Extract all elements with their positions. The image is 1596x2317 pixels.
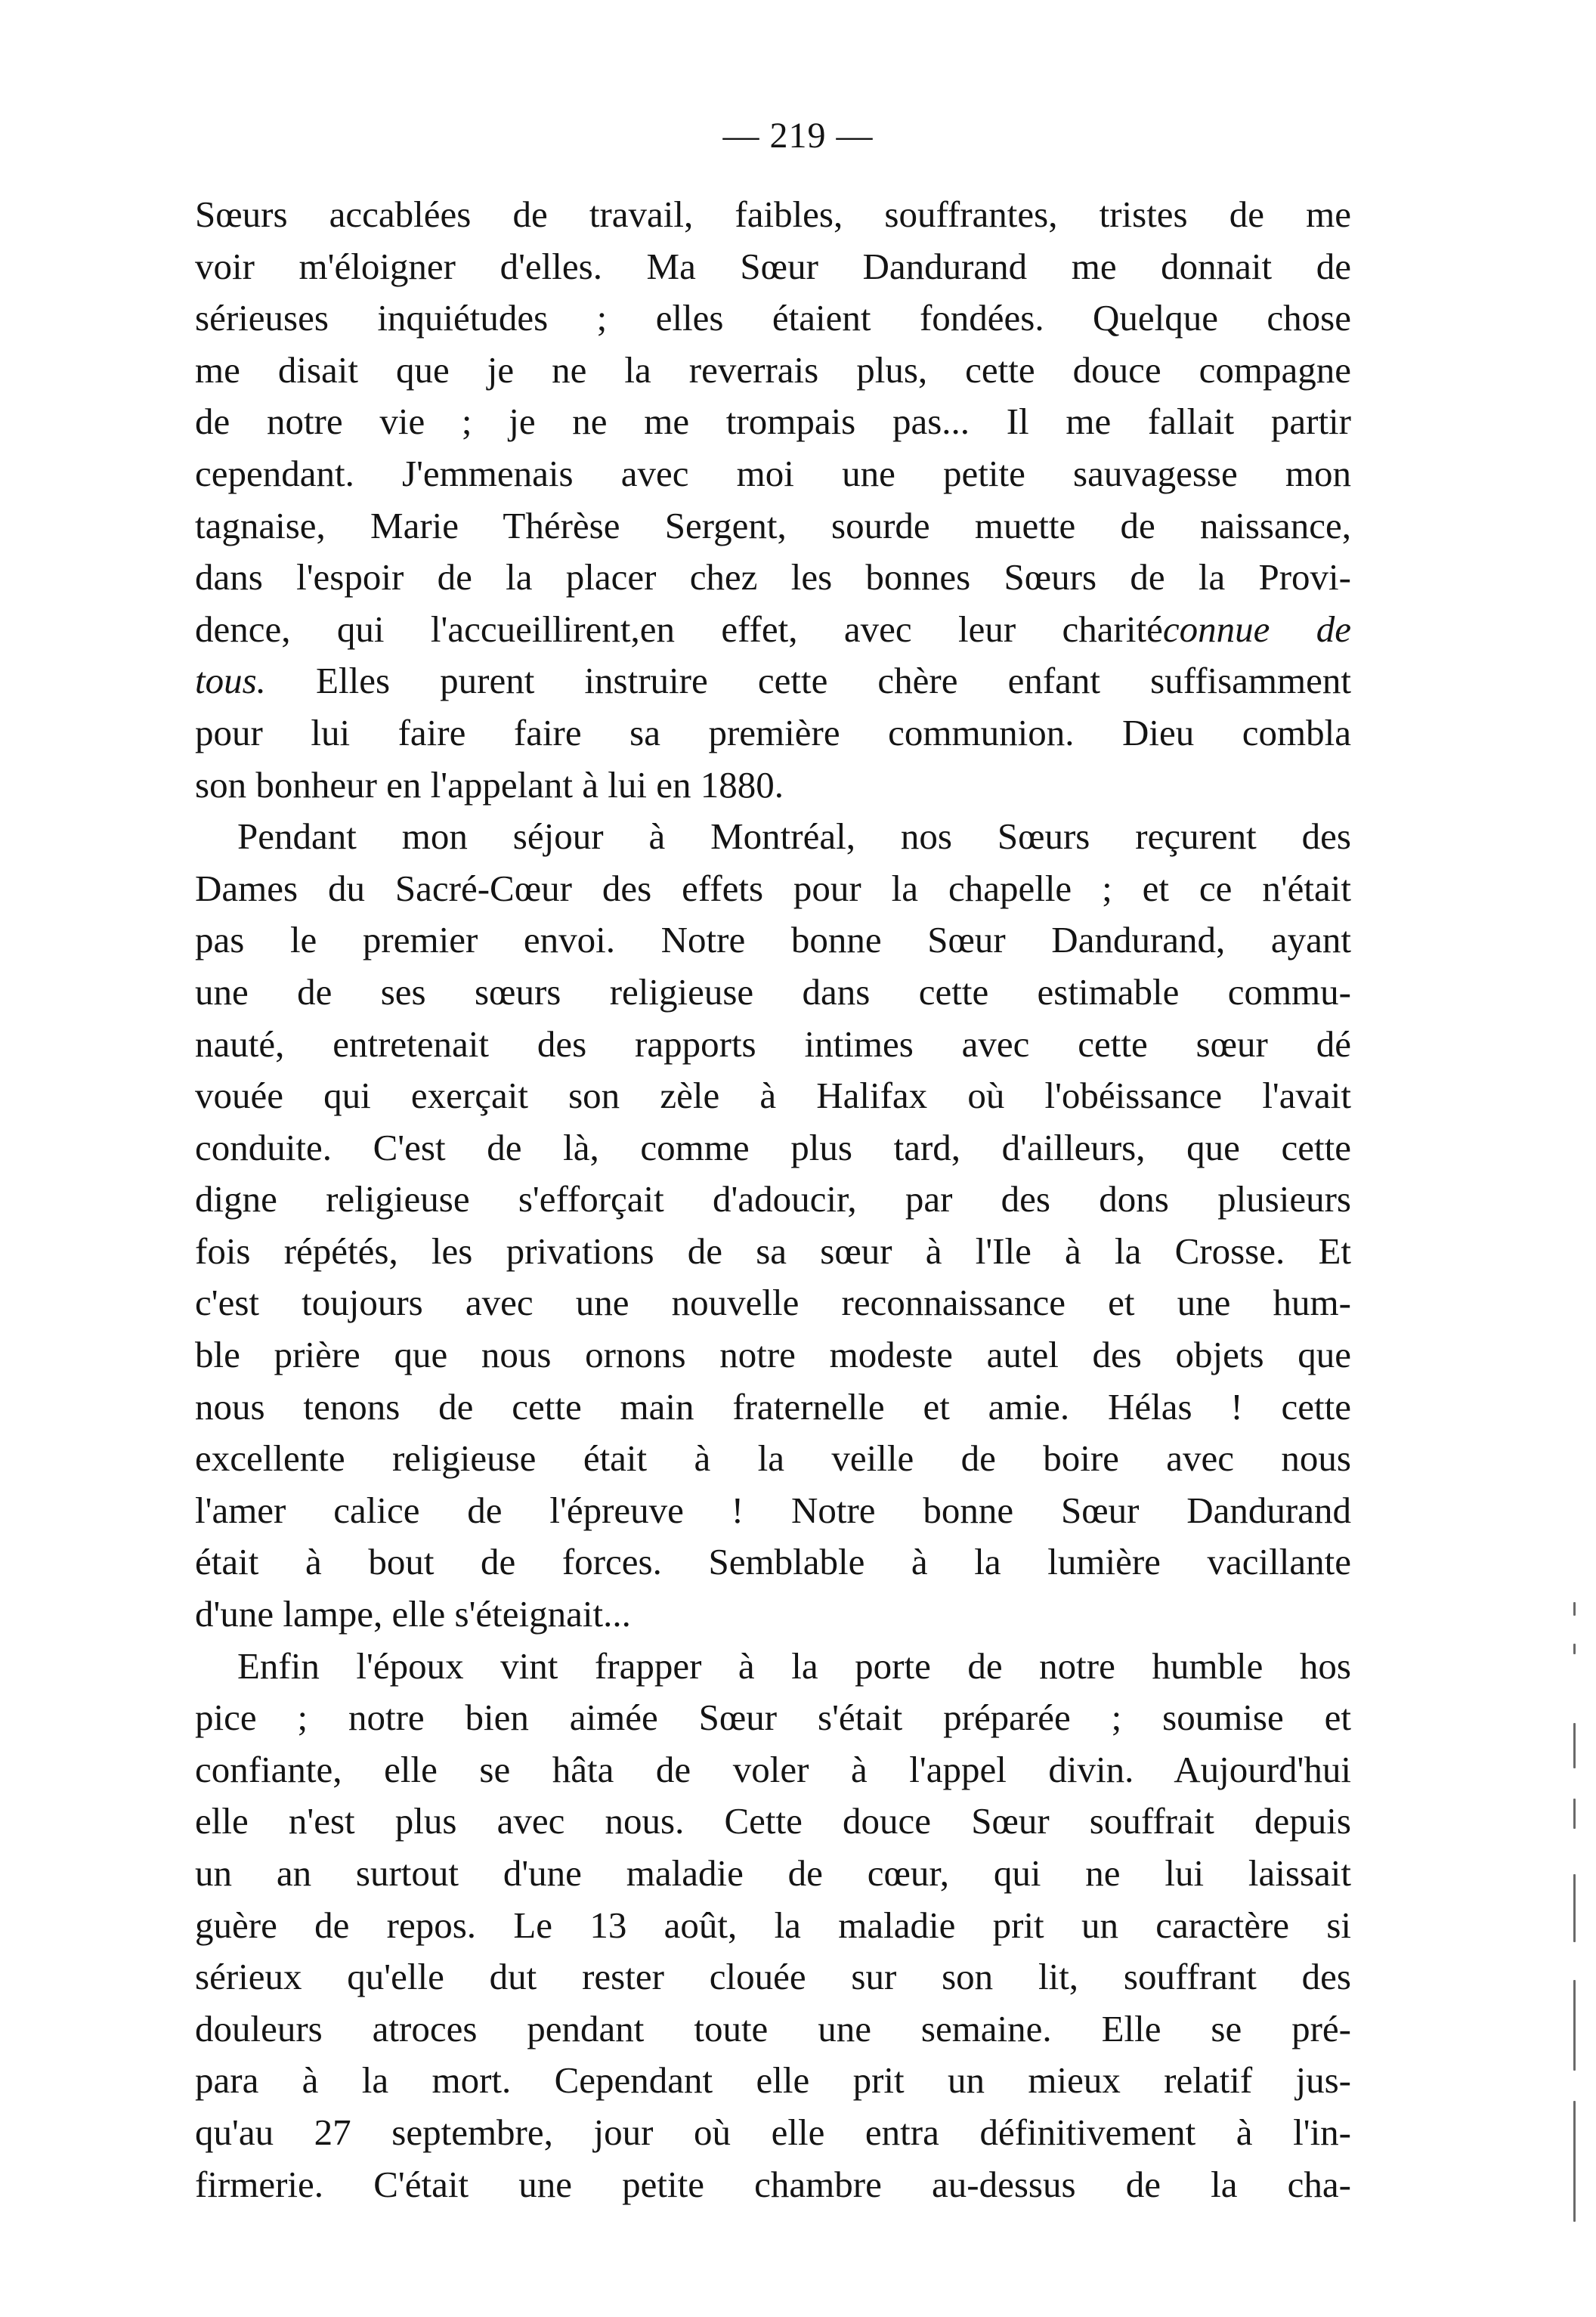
text-line: tagnaise, Marie Thérèse Sergent, sourde muette de naissance, [195,504,1351,546]
text-line: fois répétés, les privations de sa sœur à l'Ile à la Crosse. Et [195,1230,1351,1272]
text-line: nauté, entretenait des rapports intimes avec cette sœur dé [195,1022,1351,1065]
text-line: de notre vie ; je ne me trompais pas... Il me fallait partir [195,401,1351,443]
text-line: ble prière que nous ornons notre modeste autel des objets que [195,1334,1351,1376]
text-line-mixed [195,604,1351,656]
italic-phrase: tous. [195,660,266,702]
text-line: son bonheur en l'appelant à lui en 1880. [195,763,784,806]
text-line: excellente religieuse était à la veille de boire avec nous [195,1437,1351,1480]
line-segment: Elles purent instruire cette chère enfant suffisamment [265,660,1351,702]
text-line: sérieux qu'elle dut rester clouée sur son lit, souffrant des [195,1956,1351,1998]
text-line: c'est toujours avec une nouvelle reconnaissance et une hum- [195,1282,1351,1324]
scan-speck [1573,1644,1576,1654]
text-line: confiante, elle se hâta de voler à l'appel divin. Aujourd'hui [195,1748,1351,1790]
text-line: était à bout de forces. Semblable à la lumière vacillante [195,1541,1351,1583]
text-line: cependant. J'emmenais avec moi une petite sauvagesse mon [195,452,1351,494]
text-line: Enfin l'époux vint frapper à la porte de notre humble hos [237,1644,1351,1687]
text-line: nous tenons de cette main fraternelle et amie. Hélas ! cette [195,1385,1351,1428]
text-line: conduite. C'est de là, comme plus tard, d'ailleurs, que cette [195,1126,1351,1168]
scan-speck [1573,1874,1576,1942]
text-line: elle n'est plus avec nous. Cette douce Sœur souffrait depuis [195,1800,1351,1842]
scan-speck [1573,2101,1576,2222]
text-line: sérieuses inquiétudes ; elles étaient fondées. Quelque chose [195,297,1351,339]
text-line: douleurs atroces pendant toute une semaine. Elle se pré- [195,2007,1351,2049]
text-line: para à la mort. Cependant elle prit un mieux relatif jus- [195,2059,1351,2102]
italic-phrase: connue de [1162,608,1351,650]
text-line: pice ; notre bien aimée Sœur s'était préparée ; soumise et [195,1697,1351,1739]
text-line-mixed [195,655,1351,707]
text-line: vouée qui exerçait son zèle à Halifax où l'obéissance l'avait [195,1075,1351,1117]
text-line: Dames du Sacré-Cœur des effets pour la chapelle ; et ce n'était [195,867,1351,909]
text-line: d'une lampe, elle s'éteignait... [195,1593,631,1635]
text-line: digne religieuse s'efforçait d'adoucir, par des dons plusieurs [195,1178,1351,1220]
text-line: dans l'espoir de la placer chez les bonnes Sœurs de la Provi- [195,556,1351,599]
text-line: une de ses sœurs religieuse dans cette estimable commu- [195,970,1351,1013]
text-line: pour lui faire faire sa première communion. Dieu combla [195,711,1351,753]
text-line: voir m'éloigner d'elles. Ma Sœur Dandurand me donnait de [195,245,1351,287]
scan-speck [1573,1799,1576,1829]
body-text [195,189,1351,2210]
scan-speck [1573,1602,1576,1616]
scan-speck [1573,1980,1576,2071]
scan-speck [1573,1723,1576,1768]
text-line: Pendant mon séjour à Montréal, nos Sœurs reçurent des [237,815,1351,858]
text-line: qu'au 27 septembre, jour où elle entra définitivement à l'in- [195,2111,1351,2153]
text-line: l'amer calice de l'épreuve ! Notre bonne Sœur Dandurand [195,1489,1351,1531]
text-line: pas le premier envoi. Notre bonne Sœur Dandurand, ayant [195,919,1351,961]
text-line: guère de repos. Le 13 août, la maladie prit un caractère si [195,1904,1351,1946]
text-line: Sœurs accablées de travail, faibles, souffrantes, tristes de me [195,193,1351,235]
text-line: firmerie. C'était une petite chambre au-dessus de la cha- [195,2163,1351,2205]
text-line: un an surtout d'une maladie de cœur, qui ne lui laissait [195,1852,1351,1894]
page-number: — 219 — [722,116,874,156]
text-line: me disait que je ne la reverrais plus, cette douce compagne [195,348,1351,391]
line-segment: dence, qui l'accueillirent,en effet, avec leur charité [195,608,1163,650]
scan-edge-specks [1564,1587,1587,2252]
